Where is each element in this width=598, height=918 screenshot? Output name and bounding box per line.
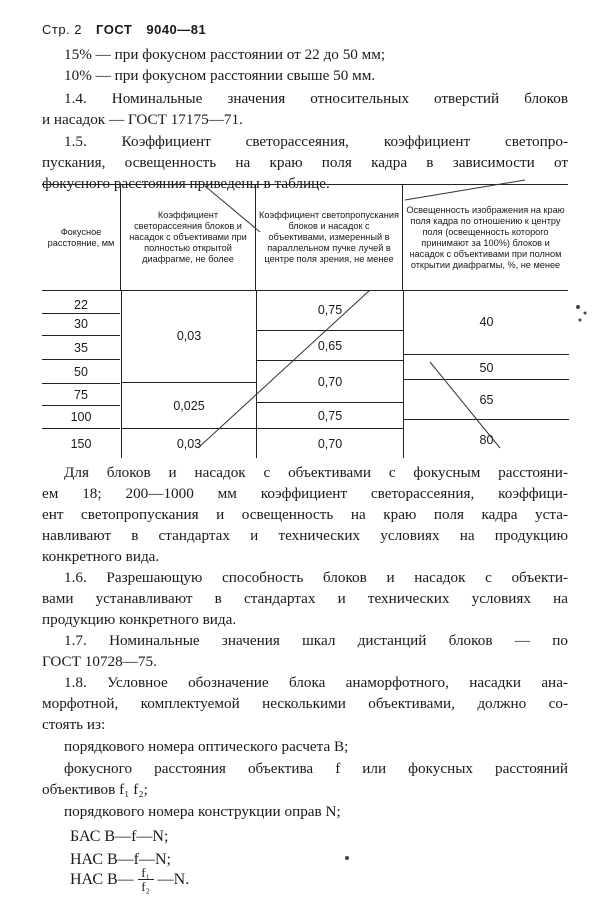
table-cell: 22 [74, 298, 88, 312]
paragraph-1-5-line1: 1.5. Коэффициент светорассеяния, коэффициент светопро- [64, 133, 568, 150]
table-cell: 75 [42, 383, 120, 406]
body-line: 1.6. Разрешающую способность блоков и насадок с объекти- [64, 569, 568, 586]
body-line: вами устанавливают в стандартах и технических условиях на [42, 590, 568, 607]
strike-line [205, 186, 260, 232]
table-cell: 50 [404, 354, 569, 380]
header-scatter-coefficient: Коэффициент светорассеяния блоков и насадок с объективами при полностью открытой диафрагме, не более [121, 185, 256, 291]
page-number: Стр. 2 [42, 22, 83, 37]
mark-dot [576, 305, 580, 309]
strike-line [198, 290, 370, 448]
strike-line [430, 362, 500, 448]
body-line: 1.7. Номинальные значения шкал дистанций блоков — по [64, 632, 568, 649]
body-line: порядкового номера оптического расчета B; [64, 738, 349, 755]
paragraph-1-5-line3: фокусного расстояния приведены в таблице. [42, 175, 330, 192]
table-cell: 0,03 [176, 329, 202, 343]
body-line: стоять из: [42, 716, 106, 733]
body-line: ГОСТ 10728—75. [42, 653, 157, 670]
body-line: навливают в стандартах и технических условиях на продукцию [42, 527, 568, 544]
table-cell: 80 [404, 419, 569, 459]
table-cell: 65 [404, 379, 569, 420]
body-line: конкретного вида. [42, 548, 160, 565]
fraction-prefix: НАС B— [70, 870, 134, 888]
body-line: объективов f₁ f₂; [42, 781, 148, 798]
strike-lines [198, 180, 525, 448]
body-line: 1.8. Условное обозначение блока анаморфотного, насадки ана- [64, 674, 568, 691]
paragraph-15pct: 15% — при фокусном расстоянии от 22 до 50 мм; [64, 46, 386, 63]
strike-line [405, 180, 525, 200]
body-line: Для блоков и насадок с объективами с фокусным расстояни- [64, 464, 568, 481]
body-line: морфотной, комплектуемой несколькими объективами, должно со- [42, 695, 568, 712]
designation-bas: БАС B—f—N; [70, 828, 169, 845]
table-cell: 35 [42, 335, 120, 360]
body-line: продукцию конкретного вида. [42, 611, 237, 628]
table-cell: 40 [479, 315, 494, 329]
table-cell: 0,03 [122, 428, 256, 459]
standard-label: ГОСТ [96, 22, 133, 37]
fraction-suffix: —N. [157, 870, 190, 888]
table-cell: 0,70 [257, 360, 403, 403]
table-cell: 0,025 [122, 382, 256, 429]
designation-nas-fraction [70, 866, 189, 893]
fraction-numerator: f₁ [141, 865, 151, 880]
paragraph-10pct: 10% — при фокусном расстоянии свыше 50 мм. [64, 67, 376, 84]
body-line: порядкового номера конструкции оправ N; [64, 803, 341, 820]
mark-dot [584, 312, 587, 315]
body-line: ем 18; 200—1000 мм коэффициент светорассеяния, коэффици- [42, 485, 568, 502]
designation-nas: НАС B—f—N; [70, 851, 171, 868]
paragraph-1-4-line1: 1.4. Номинальные значения относительных отверстий блоков [64, 90, 568, 107]
fraction [138, 866, 154, 893]
table-cell: 0,75 [257, 402, 403, 429]
header-focal-distance: Фокусное расстояние, мм [42, 185, 121, 291]
header-transmission-coefficient: Коэффициент светопропускания блоков и насадок с объективами, измеренный в параллельном пучке лучей в центре поля зрения, не менее [256, 185, 403, 291]
mark-dot [579, 319, 582, 322]
table-cell: 0,70 [257, 428, 403, 459]
header-edge-illumination: Освещенность изображения на краю поля кадра по отношению к центру поля (освещенность которого принимают за 100%) блоков и насадок с объективами при полном открытии диафрагмы, %, не менее [403, 185, 569, 291]
paragraph-1-4-line2: и насадок — ГОСТ 17175—71. [42, 111, 243, 128]
table-cell: 0,65 [257, 330, 403, 361]
body-line: фокусного расстояния объектива f или фокусных расстояний [64, 760, 568, 777]
table-cell: 150 [42, 428, 120, 459]
standard-number: 9040—81 [146, 22, 207, 37]
table-cell: 100 [42, 405, 120, 428]
table-cell: 30 [42, 313, 120, 334]
table-cell: 0,75 [317, 303, 343, 317]
table-cell: 50 [42, 359, 120, 384]
paragraph-1-5-line2: пускания, освещенность на краю поля кадра в зависимости от [42, 154, 568, 171]
fraction-denominator: f₂ [141, 879, 151, 894]
body-line: ент светопропускания и освещенность на краю поля кадра уста- [42, 506, 568, 523]
